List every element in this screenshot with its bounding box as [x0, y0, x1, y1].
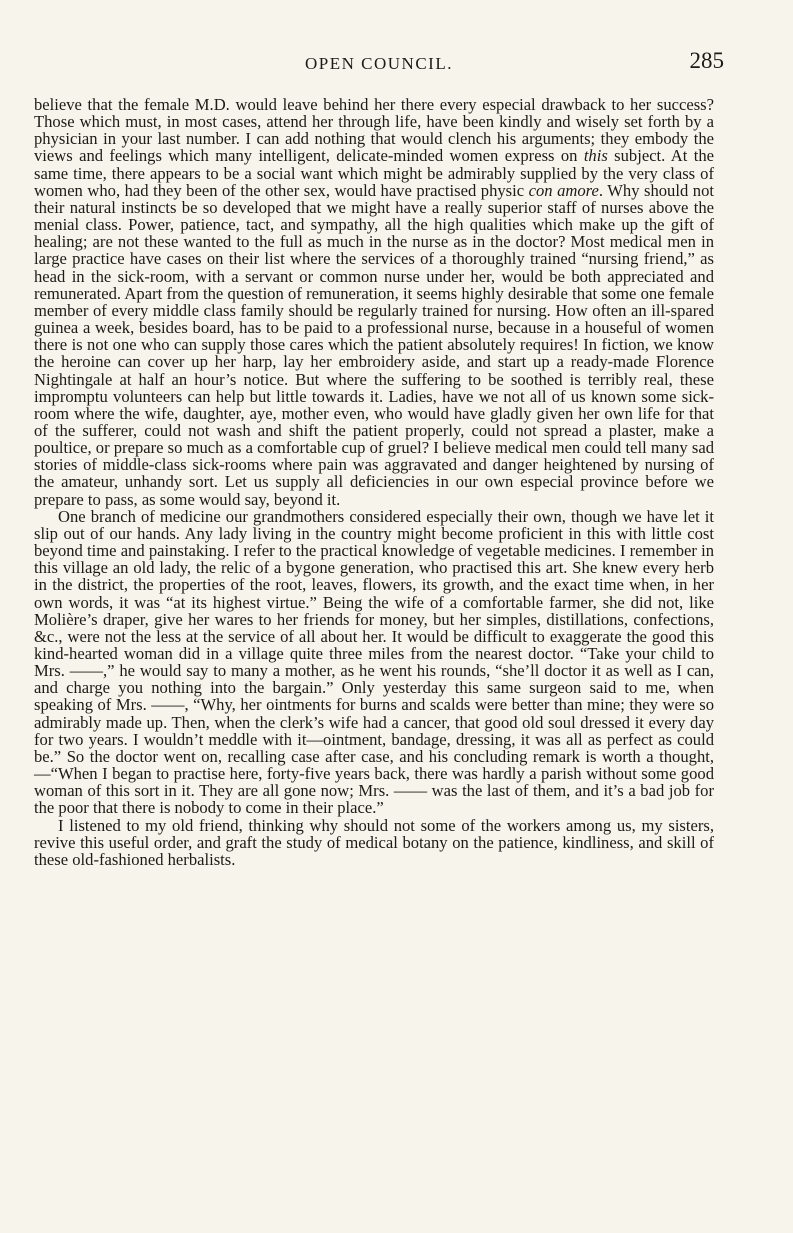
italic-con-amore: con amore [528, 180, 599, 200]
paragraph-1-text-end: . Why should not their natural instincts be so developed that we might have a really superior staff of nurses above the menial class. Power, patience, tact, and sympathy, all the high qualities which make up the gift of healing; are not these wanted to the full as much in the nurse as in the doctor? Most medical men in large practice have cases on their list where the services of a thoroughly trained “nursing friend,” as head in the sick-room, with a servant or common nurse under her, would be both appreciated and remunerated. Apart from the question of remuneration, it seems highly desirable that some one female member of every middle class family should be regularly trained for nursing. How often an ill-spared guinea a week, besides board, has to be paid to a professional nurse, because in a houseful of women there is not one who can supply those cares which the patient absolutely requires! In fiction, we know the heroine can cover up her harp, lay her embroidery aside, and start up a ready-made Florence Nightingale at half an hour’s notice. But where the suffering to be soothed is terribly real, these impromptu volunteers can help but little towards it. Ladies, have we not all of us known some sick-room where the wife, daughter, aye, mother even, who would have gladly given her own life for that of the sufferer, could not wash and shift the patient properly, could not spread a plaster, make a poultice, or prepare so much as a comfortable cup of gruel? I believe medical men could tell many sad stories of middle-class sick-rooms where pain was aggravated and danger heightened by nursing of the amateur, unhandy sort. Let us supply all deficiencies in our own especial province before we prepare to pass, as some would say, beyond it. [34, 180, 714, 509]
running-head: OPEN COUNCIL. [305, 54, 453, 73]
italic-this: this [583, 146, 608, 166]
page-number: 285 [689, 48, 724, 73]
article-body [34, 96, 714, 868]
paragraph-3 [34, 817, 714, 868]
page-header [34, 44, 724, 80]
paragraph-1 [34, 96, 714, 508]
paragraph-2-text: One branch of medicine our grandmothers considered especially their own, though we have let it slip out of our hands. Any lady living in the country might become proficient in this with little cost beyond time and painstaking. I refer to the practical knowledge of vegetable medicines. I remember in this village an old lady, the relic of a bygone generation, who practised this art. She knew every herb in the district, the properties of the root, leaves, flowers, its growth, and the exact time when, in her own words, it was “at its highest virtue.” Being the wife of a comfortable farmer, she did not, like Molière’s draper, give her wares to her friends for money, but her simples, distillations, confections, &c., were not the less at the service of all about her. It would be difficult to exaggerate the good this kind-hearted woman did in a village quite three miles from the nearest doctor. “Take your child to Mrs. ——,” he would say to many a mother, as he went his rounds, “she’ll doctor it as well as I can, and charge you nothing into the bargain.” Only yesterday this same surgeon said to me, when speaking of Mrs. ——, “Why, her ointments for burns and scalds were better than mine; they were so admirably made up. Then, when the clerk’s wife had a cancer, that good old soul dressed it every day for two years. I wouldn’t meddle with it—ointment, bandage, dressing, it was all as perfect as could be.” So the doctor went on, recalling case after case, and his concluding remark is worth a thought,—“When I began to practise here, forty-five years back, there was hardly a parish without some good woman of this sort in it. They are all gone now; Mrs. —— was the last of them, and it’s a bad job for the poor that there is nobody to come in their place.” [34, 506, 714, 818]
paragraph-1-text: believe that the female M.D. would leave behind her there every especial drawback to her success? Those which must, in most cases, attend her through life, have been kindly and wisely set forth by a physician in your last number. I can add nothing that would clench his arguments; they embody the views and feelings which many intelligent, delicate-minded women express on [34, 95, 714, 166]
paragraph-1-text-cont: subject. At the same time, there appears to be a social want which might be admirably supplied by the very class of women who, had they been of the other sex, would have practised physic [34, 146, 714, 200]
paragraph-3-text: I listened to my old friend, thinking why should not some of the workers among us, my sisters, revive this useful order, and graft the study of medical botany on the patience, kindliness, and skill of these old-fashioned herbalists. [34, 815, 714, 869]
paragraph-2 [34, 508, 714, 817]
